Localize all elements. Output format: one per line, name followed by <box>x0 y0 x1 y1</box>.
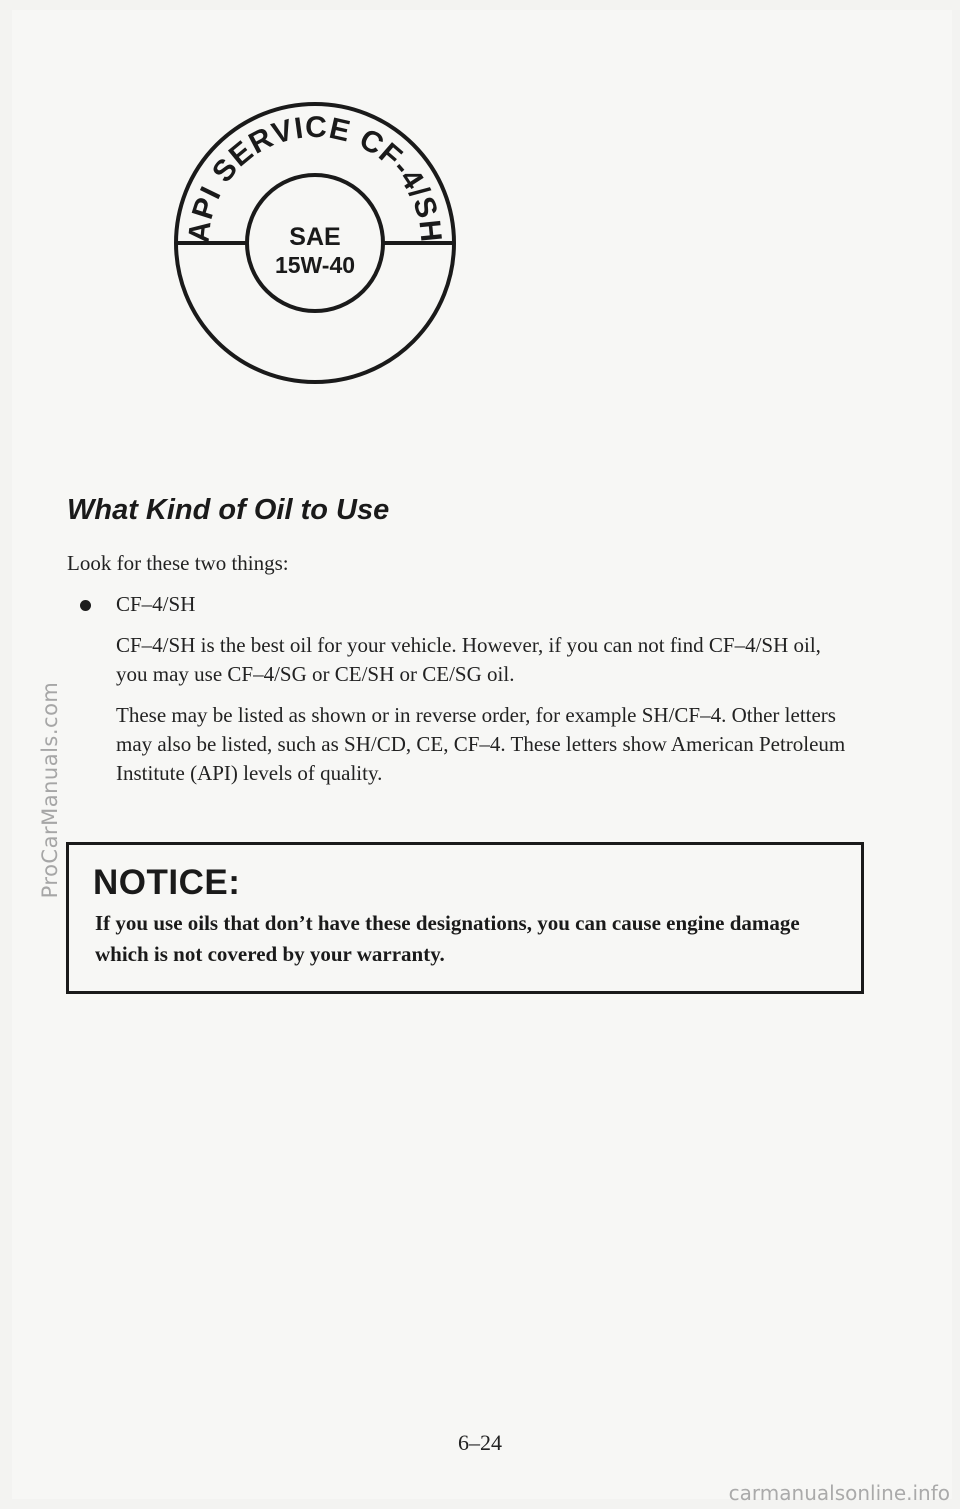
symbol-viscosity-label: 15W-40 <box>274 252 356 278</box>
notice-text: If you use oils that don’t have these designations, you can cause engine damage which is not covered by your warranty. <box>95 911 800 966</box>
bullet-dot-icon <box>80 600 91 611</box>
notice-box <box>66 842 864 994</box>
oil-recommendation-paragraph: CF–4/SH is the best oil for your vehicle. However, if you can not find CF–4/SH oil, you may use CF–4/SG or CE/SH or CE/SG oil. <box>116 633 821 686</box>
page-number: 6–24 <box>458 1430 502 1455</box>
bottom-watermark: carmanualsonline.info <box>728 1481 950 1505</box>
symbol-sae-label: SAE <box>289 223 341 251</box>
symbol-arc-text: API SERVICE CF-4/SH <box>182 110 448 245</box>
bullet-label: CF–4/SH <box>116 592 196 616</box>
api-service-symbol <box>165 93 465 393</box>
notice-title: NOTICE: <box>93 863 241 902</box>
side-watermark: ProCarManuals.com <box>38 681 62 899</box>
api-levels-paragraph: These may be listed as shown or in reverse order, for example SH/CF–4. Other letters may also be listed, such as SH/CD, CE, CF–4. These letters show American Petroleum Institute (API) levels of quality. <box>116 703 846 785</box>
section-heading: What Kind of Oil to Use <box>67 494 390 526</box>
intro-text: Look for these two things: <box>67 551 289 575</box>
